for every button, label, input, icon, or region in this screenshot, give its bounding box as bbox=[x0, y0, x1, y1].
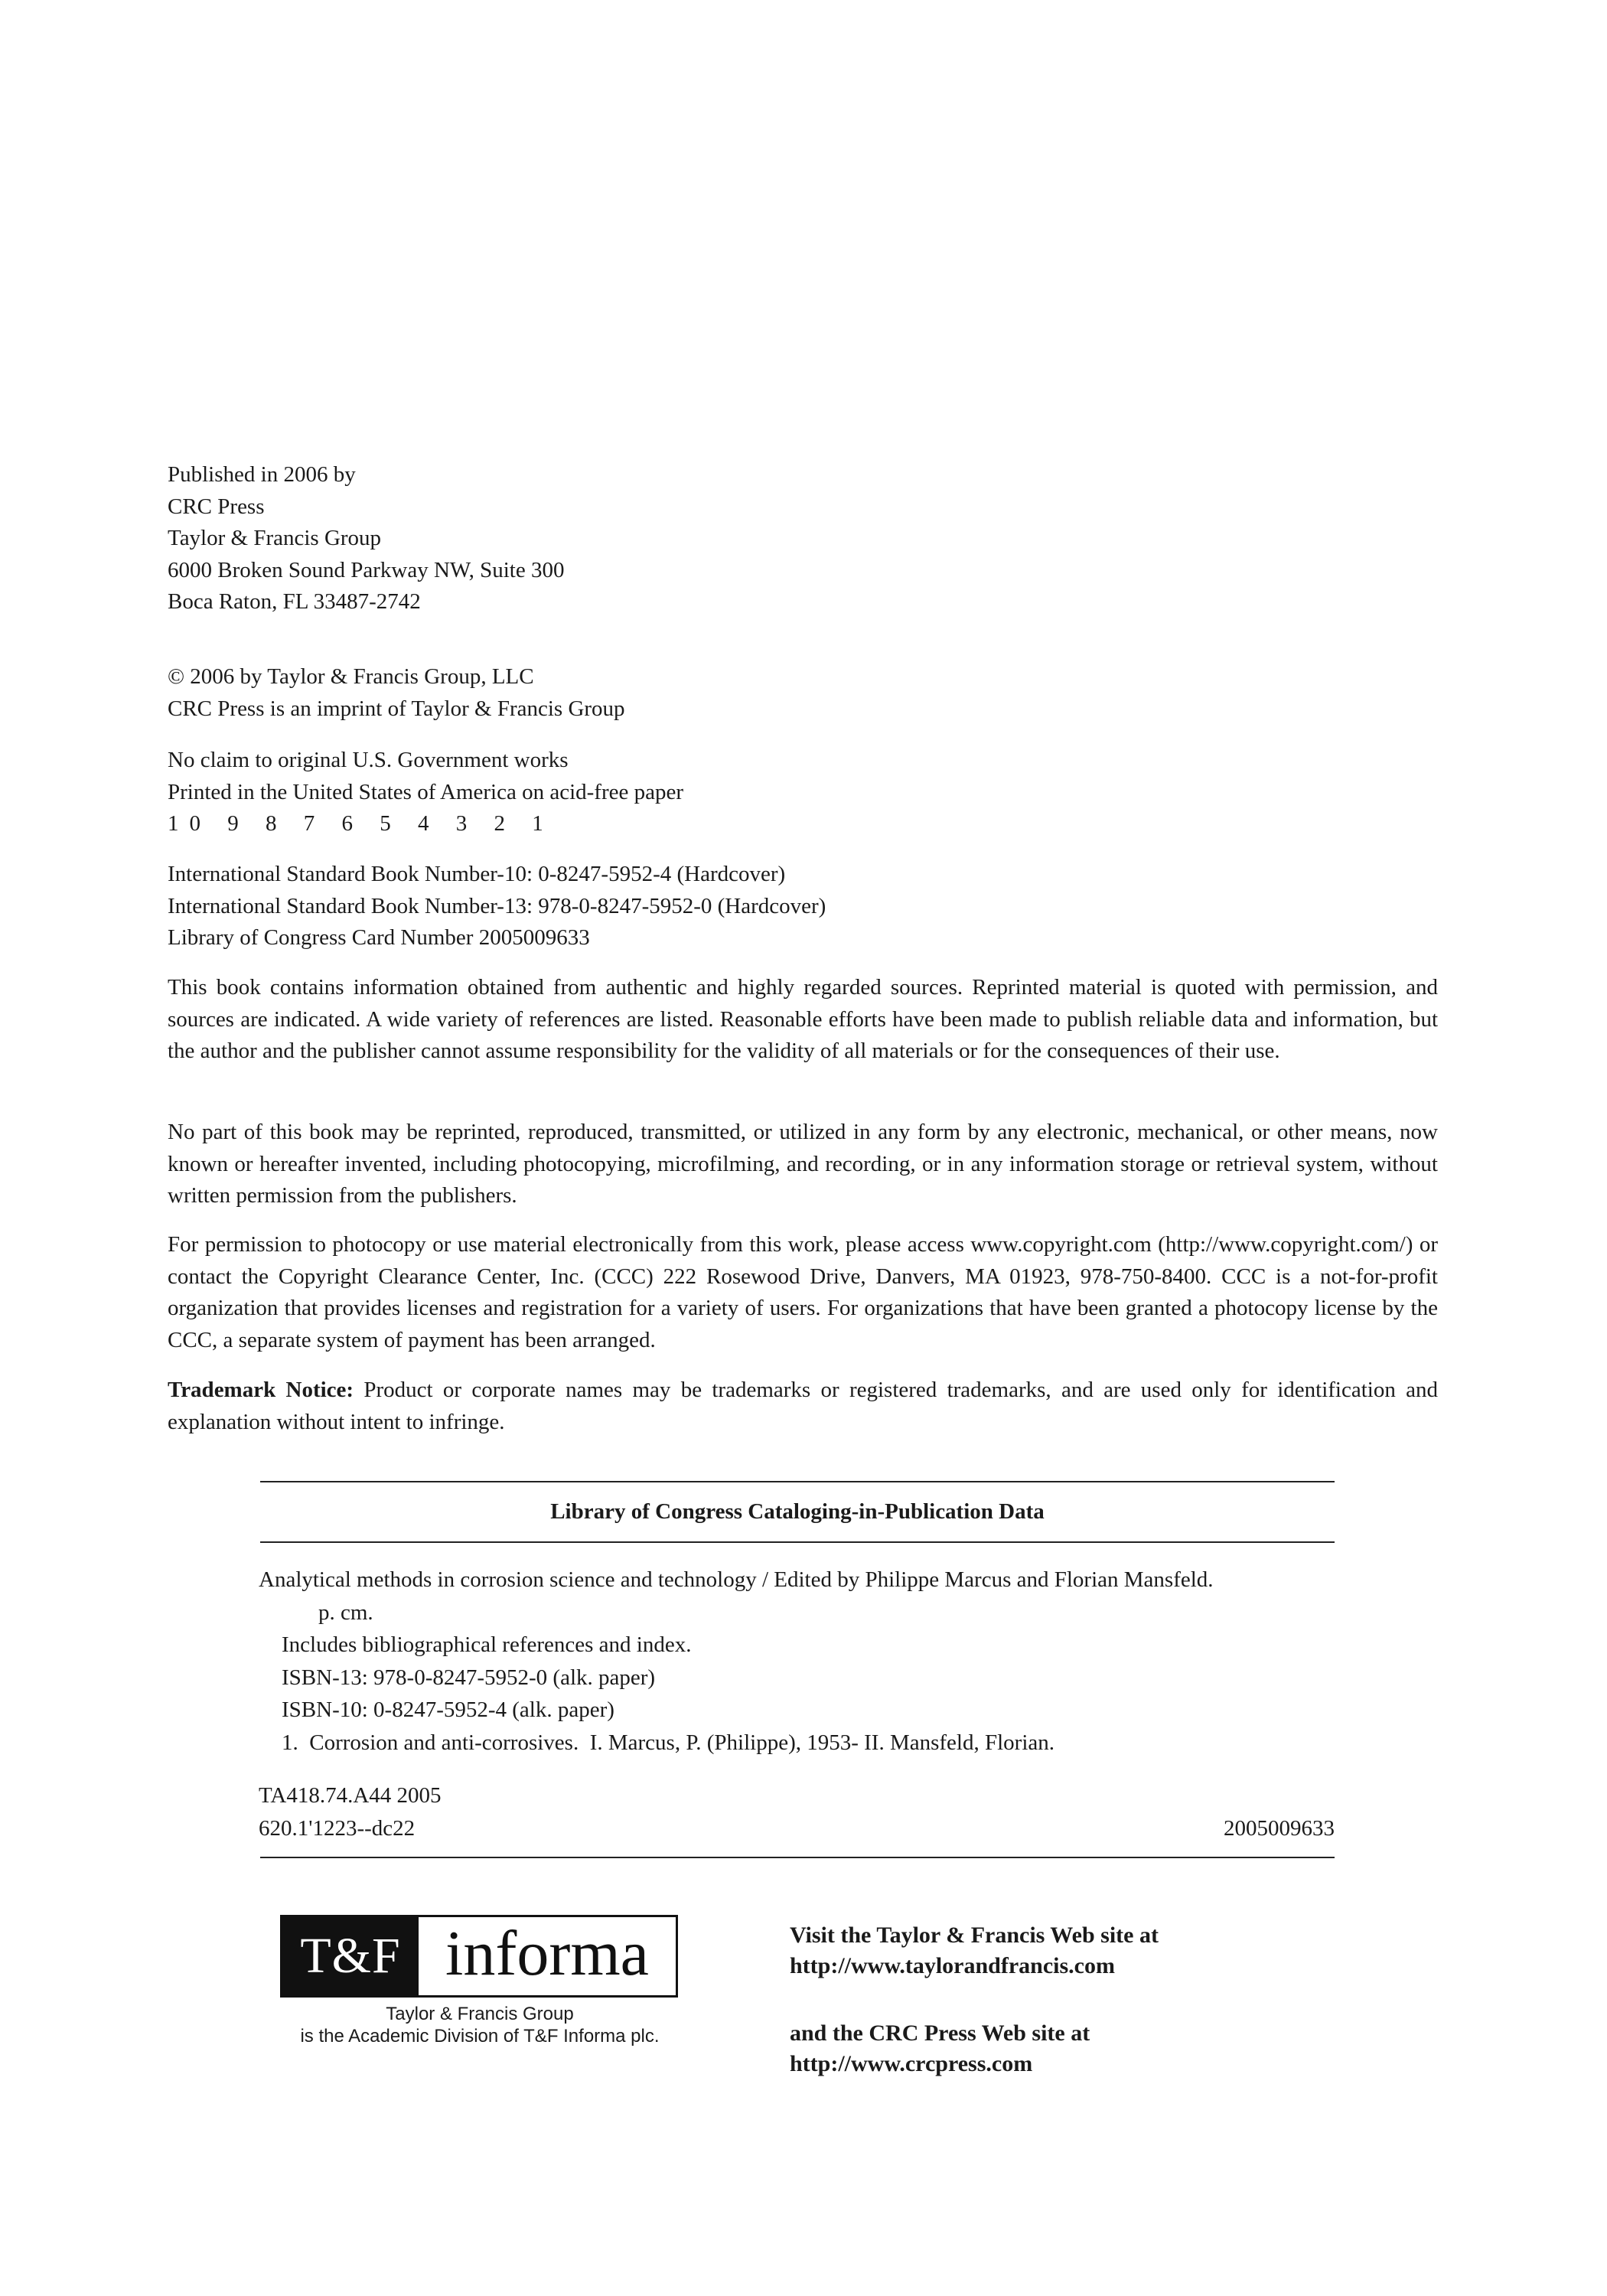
rights-paragraph: No part of this book may be reprinted, reproduced, transmitted, or utilized in any form by any electronic, mechanical, or other means, now known or hereafter invented, including photocopying, microfilming, and recording, or in any information storage or retrieval system, without written permission from the publishers. bbox=[168, 1120, 1438, 1208]
cip-top-rule bbox=[260, 1481, 1335, 1482]
cip-note: ISBN-13: 978-0-8247-5952-0 (alk. paper) bbox=[282, 1665, 656, 1690]
logo-informa-text: informa bbox=[445, 1917, 649, 1989]
printing-line: No claim to original U.S. Government works bbox=[168, 748, 569, 772]
logo-tf-block: T&F bbox=[282, 1917, 419, 1995]
cip-lccn: 2005009633 bbox=[1224, 1815, 1335, 1841]
publisher-line: Boca Raton, FL 33487-2742 bbox=[168, 589, 421, 614]
isbn-line: International Standard Book Number-13: 978-0-8247-5952-0 (Hardcover) bbox=[168, 893, 826, 918]
copyright-notice bbox=[168, 661, 1438, 725]
trademark-label: Trademark Notice: bbox=[168, 1378, 354, 1402]
tf-informa-logo bbox=[280, 1915, 678, 1998]
publisher-address bbox=[168, 459, 1438, 618]
publisher-line: CRC Press bbox=[168, 494, 265, 519]
isbn-line: Library of Congress Card Number 2005009633 bbox=[168, 925, 590, 950]
cip-call-number: TA418.74.A44 2005 bbox=[259, 1783, 442, 1808]
cip-dewey-row bbox=[259, 1812, 1335, 1845]
cip-bottom-rule bbox=[260, 1857, 1335, 1858]
cip-note: ISBN-10: 0-8247-5952-4 (alk. paper) bbox=[282, 1698, 614, 1722]
cip-dewey: 620.1'1223--dc22 bbox=[259, 1815, 416, 1841]
publisher-line: 6000 Broken Sound Parkway NW, Suite 300 bbox=[168, 557, 565, 582]
copyright-line: © 2006 by Taylor & Francis Group, LLC bbox=[168, 664, 534, 689]
logo-caption-line: is the Academic Division of T&F Informa plc. bbox=[300, 2026, 660, 2047]
trademark-text: Product or corporate names may be trademarks or registered trademarks, and are used only for identification and explanation without intent to infringe. bbox=[168, 1378, 1438, 1434]
cip-middle-rule bbox=[260, 1541, 1335, 1543]
tf-website-link[interactable]: http://www.taylorandfrancis.com bbox=[790, 1953, 1115, 1978]
isbn-line: International Standard Book Number-10: 0-8247-5952-4 (Hardcover) bbox=[168, 862, 786, 886]
crc-website-link[interactable]: http://www.crcpress.com bbox=[790, 2051, 1033, 2076]
info-paragraph: This book contains information obtained from authentic and highly regarded sources. Reprinted material is quoted with permission, and sources are indicated. A wide variety of references are listed. Reasonable efforts have been made to publish reliable data and information, but the author and the publisher cannot assume responsibility for the validity of all materials or for the consequences of their use. bbox=[168, 975, 1438, 1063]
logo-caption bbox=[253, 2003, 707, 2047]
cip-classification bbox=[259, 1779, 1335, 1844]
isbn-info bbox=[168, 859, 1438, 954]
cip-title: Library of Congress Cataloging-in-Publication Data bbox=[550, 1499, 1045, 1524]
visit-tf-text: Visit the Taylor & Francis Web site at bbox=[790, 1923, 1159, 1948]
printing-number-line: 10 9 8 7 6 5 4 3 2 1 bbox=[168, 811, 554, 836]
trademark-paragraph bbox=[168, 1375, 1438, 1438]
cip-main-entry: Analytical methods in corrosion science and technology / Edited by Philippe Marcus and Florian Mansfeld. bbox=[259, 1567, 1214, 1592]
cip-record bbox=[259, 1564, 1338, 1759]
cip-note: Includes bibliographical references and index. bbox=[282, 1632, 692, 1657]
website-notice bbox=[790, 1920, 1159, 2079]
copyright-line: CRC Press is an imprint of Taylor & Francis Group bbox=[168, 696, 625, 721]
logo-caption-line: Taylor & Francis Group bbox=[386, 2004, 574, 2024]
printing-line: Printed in the United States of America on acid-free paper bbox=[168, 779, 684, 804]
cip-pagination: p. cm. bbox=[318, 1600, 373, 1625]
visit-crc-text: and the CRC Press Web site at bbox=[790, 2020, 1090, 2046]
cip-subject: 1. Corrosion and anti-corrosives. I. Marcus, P. (Philippe), 1953- II. Mansfeld, Florian. bbox=[282, 1730, 1055, 1755]
printing-info bbox=[168, 745, 1438, 840]
publisher-line: Taylor & Francis Group bbox=[168, 526, 382, 550]
publisher-line: Published in 2006 by bbox=[168, 462, 356, 487]
permission-paragraph: For permission to photocopy or use material electronically from this work, please access www.copyright.com (http://www.copyright.com/) or contact the Copyright Clearance Center, Inc. (CCC) 222 Rosewood Drive, Danvers, MA 01923, 978-750-8400. CCC is a not-for-profit organization that provides licenses and registration for a variety of users. For organizations that have been granted a photocopy license by the CCC, a separate system of payment has been arranged. bbox=[168, 1232, 1438, 1352]
